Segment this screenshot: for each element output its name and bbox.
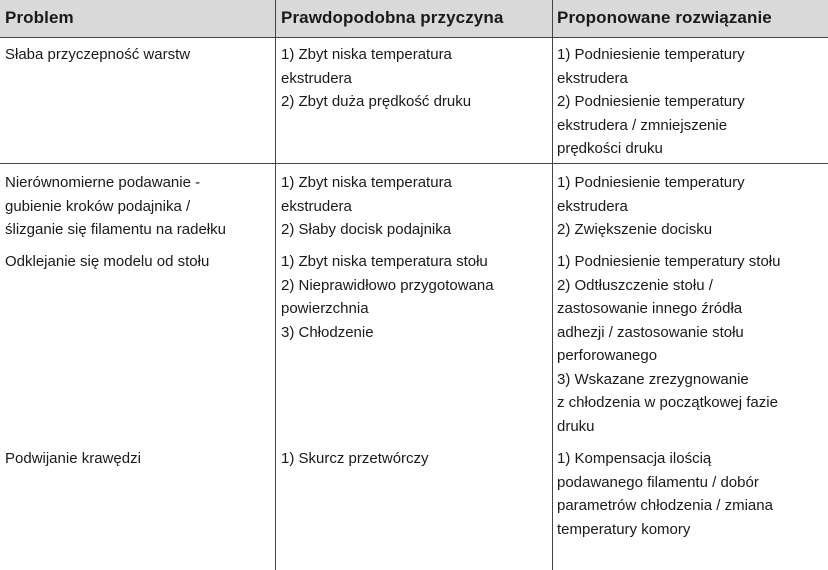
row-3-problem: Odklejanie się modelu od stołu xyxy=(5,253,210,270)
row-divider xyxy=(0,37,828,38)
row-4-problem: Podwijanie krawędzi xyxy=(5,450,141,467)
header-solution: Proponowane rozwiązanie xyxy=(557,8,772,27)
column-divider xyxy=(275,0,276,570)
row-4-solution: 1) Kompensacja ilością podawanego filamentu / dobór parametrów chłodzenia / zmiana temperatury komory xyxy=(557,450,773,538)
row-2-problem: Nierównomierne podawanie - gubienie kroków podajnika / ślizganie się filamentu na radełku xyxy=(5,174,226,238)
header-cause: Prawdopodobna przyczyna xyxy=(281,8,504,27)
row-1-cause: 1) Zbyt niska temperatura ekstrudera 2) Zbyt duża prędkość druku xyxy=(281,46,472,110)
row-2-cause: 1) Zbyt niska temperatura ekstrudera 2) Słaby docisk podajnika xyxy=(281,174,452,238)
row-2-solution: 1) Podniesienie temperatury ekstrudera 2) Zwiększenie docisku xyxy=(557,174,745,238)
row-4-cause: 1) Skurcz przetwórczy xyxy=(281,450,429,467)
row-1-solution: 1) Podniesienie temperatury ekstrudera 2) Podniesienie temperatury ekstrudera / zmniejszenie prędkości druku xyxy=(557,46,745,157)
header-problem: Problem xyxy=(5,8,74,27)
column-divider xyxy=(552,0,553,570)
row-1-problem: Słaba przyczepność warstw xyxy=(5,46,191,63)
row-divider xyxy=(0,163,828,164)
table-header xyxy=(0,0,828,37)
row-3-cause: 1) Zbyt niska temperatura stołu 2) Nieprawidłowo przygotowana powierzchnia 3) Chłodzenie xyxy=(281,253,494,341)
row-3-solution: 1) Podniesienie temperatury stołu 2) Odtłuszczenie stołu / zastosowanie innego źródła adhezji / zastosowanie stołu perforowanego 3) Wskazane zrezygnowanie z chłodzenia w początkowej fazie druku xyxy=(557,253,781,435)
